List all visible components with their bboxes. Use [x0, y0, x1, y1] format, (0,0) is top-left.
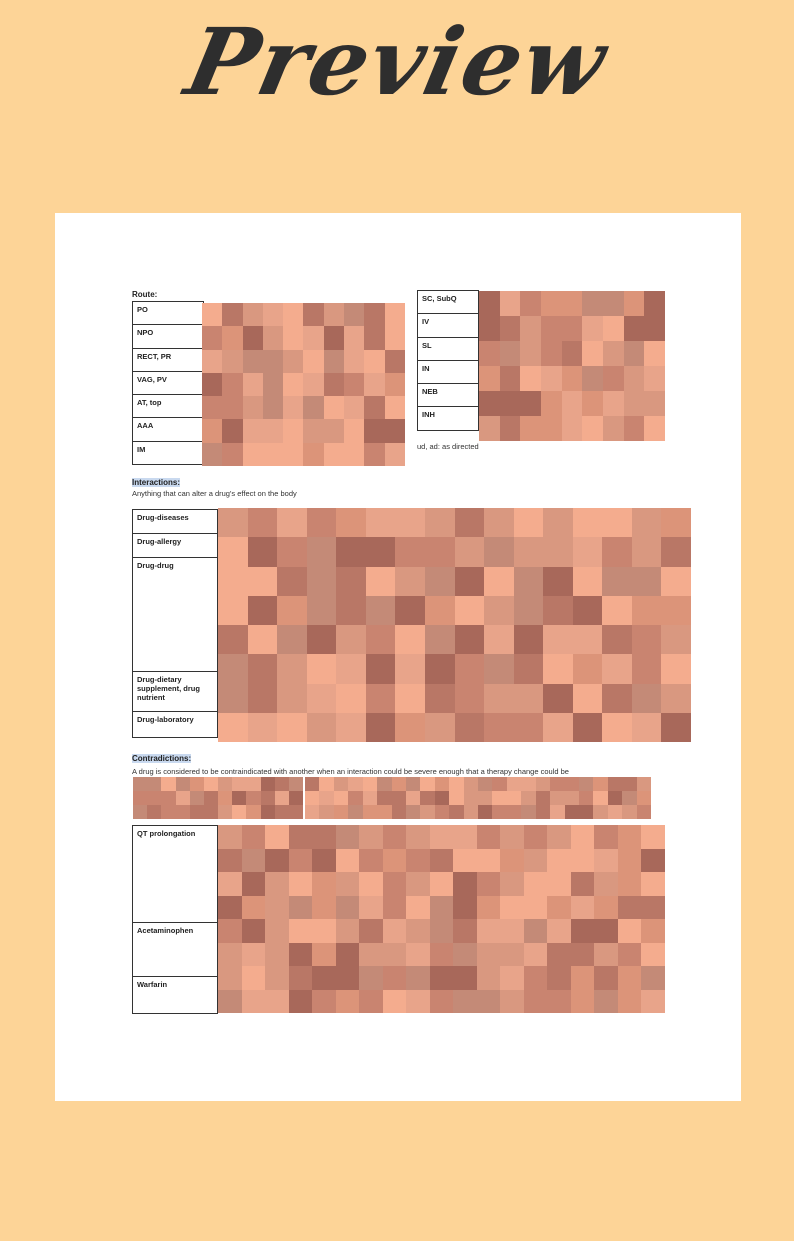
blurred-content — [218, 508, 691, 742]
route-option: IN — [418, 360, 479, 383]
row-drug-diseases: Drug-diseases — [133, 510, 218, 534]
route-option: AT, top — [133, 395, 204, 418]
row-qt-prolongation: QT prolongation — [133, 826, 218, 923]
route-label: Route: — [132, 290, 158, 299]
interactions-subtext: Anything that can alter a drug's effect on the body — [132, 489, 297, 498]
route-option: SC, SubQ — [418, 291, 479, 314]
route-option: IM — [133, 441, 204, 464]
route-option: AAA — [133, 418, 204, 441]
interactions-table — [132, 509, 218, 738]
row-drug-dietary: Drug-dietary supplement, drug nutrient — [133, 672, 218, 712]
blurred-content — [133, 777, 303, 819]
row-drug-drug: Drug-drug — [133, 558, 218, 672]
blurred-content — [305, 777, 651, 819]
route-option: SL — [418, 337, 479, 360]
contradictions-text: A drug is considered to be contraindicated with another when an interaction could be severe enough that a therapy change could be — [132, 767, 569, 776]
document-page — [55, 213, 741, 1101]
contradictions-heading: Contradictions: — [132, 754, 192, 763]
conditions-table — [132, 825, 218, 1014]
row-drug-laboratory: Drug-laboratory — [133, 712, 218, 738]
row-acetaminophen: Acetaminophen — [133, 923, 218, 977]
preview-title: Preview — [177, 8, 617, 116]
blurred-content — [218, 825, 665, 1013]
route-option: PO — [133, 302, 204, 325]
blurred-content — [202, 303, 405, 466]
route-option: VAG, PV — [133, 371, 204, 394]
row-drug-allergy: Drug-allergy — [133, 534, 218, 558]
route-option: IV — [418, 314, 479, 337]
route-option: RECT, PR — [133, 348, 204, 371]
route-option: INH — [418, 407, 479, 430]
route-left-table — [132, 301, 204, 465]
route-note: ud, ad: as directed — [417, 442, 479, 451]
route-option: NPO — [133, 325, 204, 348]
route-option: NEB — [418, 384, 479, 407]
route-right-table — [417, 290, 479, 431]
blurred-content — [479, 291, 665, 441]
row-warfarin: Warfarin — [133, 977, 218, 1014]
interactions-heading: Interactions: — [132, 478, 181, 487]
